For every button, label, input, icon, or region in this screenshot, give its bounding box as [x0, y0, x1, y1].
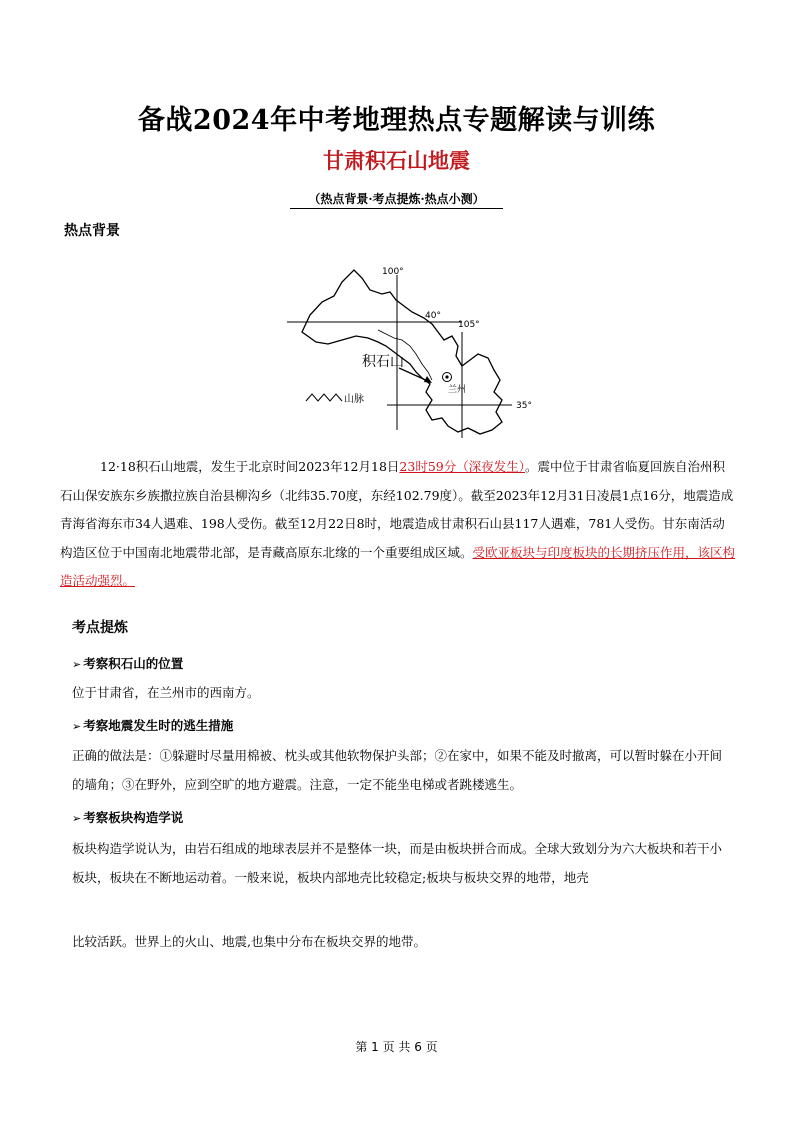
label-lat-35: 35°	[516, 401, 532, 411]
section-heading-background: 热点背景	[64, 223, 120, 239]
mountain-icon	[306, 394, 342, 401]
page-title: 备战2024年中考地理热点专题解读与训练	[137, 105, 656, 136]
arrow-bullet-icon: ➢	[72, 658, 82, 671]
label-lat-40: 40°	[425, 311, 441, 321]
label-mountains: 山脉	[344, 394, 364, 405]
page-footer: 第 1 页 共 6 页	[355, 1040, 438, 1054]
section-heading-points: 考点提炼	[72, 620, 128, 636]
point-body-3-continued: 比较活跃。世界上的火山、地震,也集中分布在板块交界的地带。	[72, 934, 426, 949]
background-paragraph	[60, 453, 736, 596]
background-time-highlight: 23时59分（深夜发生）	[399, 459, 525, 474]
label-lon-105: 105°	[458, 320, 480, 330]
point-body-3: 板块构造学说认为，由岩石组成的地球表层并不是整体一块，而是由板块拼合而成。全球大致划分为六大板块和若干小板块，板块在不断地运动着。一般来说，板块内部地壳比较稳定;板块与板块交界的地带，地壳	[72, 841, 723, 885]
arrow-bullet-icon: ➢	[72, 812, 82, 825]
background-text-2: 。震中位于甘肃省临夏回族自治州积石山保安族东乡族撒拉族自治县柳沟乡（北纬35.70度，东经102.79度）。截至2023年12月31日凌晨1点16分，地震造成青海省海东市34人遇难、198人受伤。截至12月22日8时，地震造成甘肃积石山县117人遇难，781人受伤。甘东南活动构造区位于中国南北地震带北部，是青藏高原东北缘的一个重要组成区域。	[60, 459, 734, 560]
background-plate-highlight: 受欧亚板块与印度板块的长期挤压作用，该区构造活动强烈。	[60, 544, 736, 588]
point-body-1: 位于甘肃省，在兰州市的西南方。	[72, 685, 260, 700]
label-lanzhou: 兰州	[448, 385, 467, 395]
point-body-2: 正确的做法是：①躲避时尽量用棉被、枕头或其他软物保护头部；②在家中，如果不能及时撤离，可以暂时躲在小开间的墙角；③在野外，应到空旷的地方避震。注意，一定不能坐电梯或者跳楼逃生。	[72, 748, 723, 792]
gansu-outline	[302, 270, 502, 434]
label-jishishan: 积石山	[362, 354, 404, 370]
point-heading-2: ➢ 考察地震发生时的逃生措施	[72, 718, 234, 733]
arrow-bullet-icon: ➢	[72, 720, 82, 733]
page-tagline: （热点背景·考点提炼·热点小测）	[290, 190, 503, 209]
page-subtitle: 甘肃积石山地震	[323, 149, 470, 173]
point-heading-1: ➢ 考察积石山的位置	[72, 656, 184, 671]
label-lon-100: 100°	[382, 267, 404, 277]
background-text-1: 12·18积石山地震，发生于北京时间2023年12月18日	[100, 459, 400, 474]
point-heading-3: ➢ 考察板块构造学说	[72, 810, 184, 825]
gansu-map	[282, 260, 552, 445]
lanzhou-marker-inner	[445, 375, 448, 378]
